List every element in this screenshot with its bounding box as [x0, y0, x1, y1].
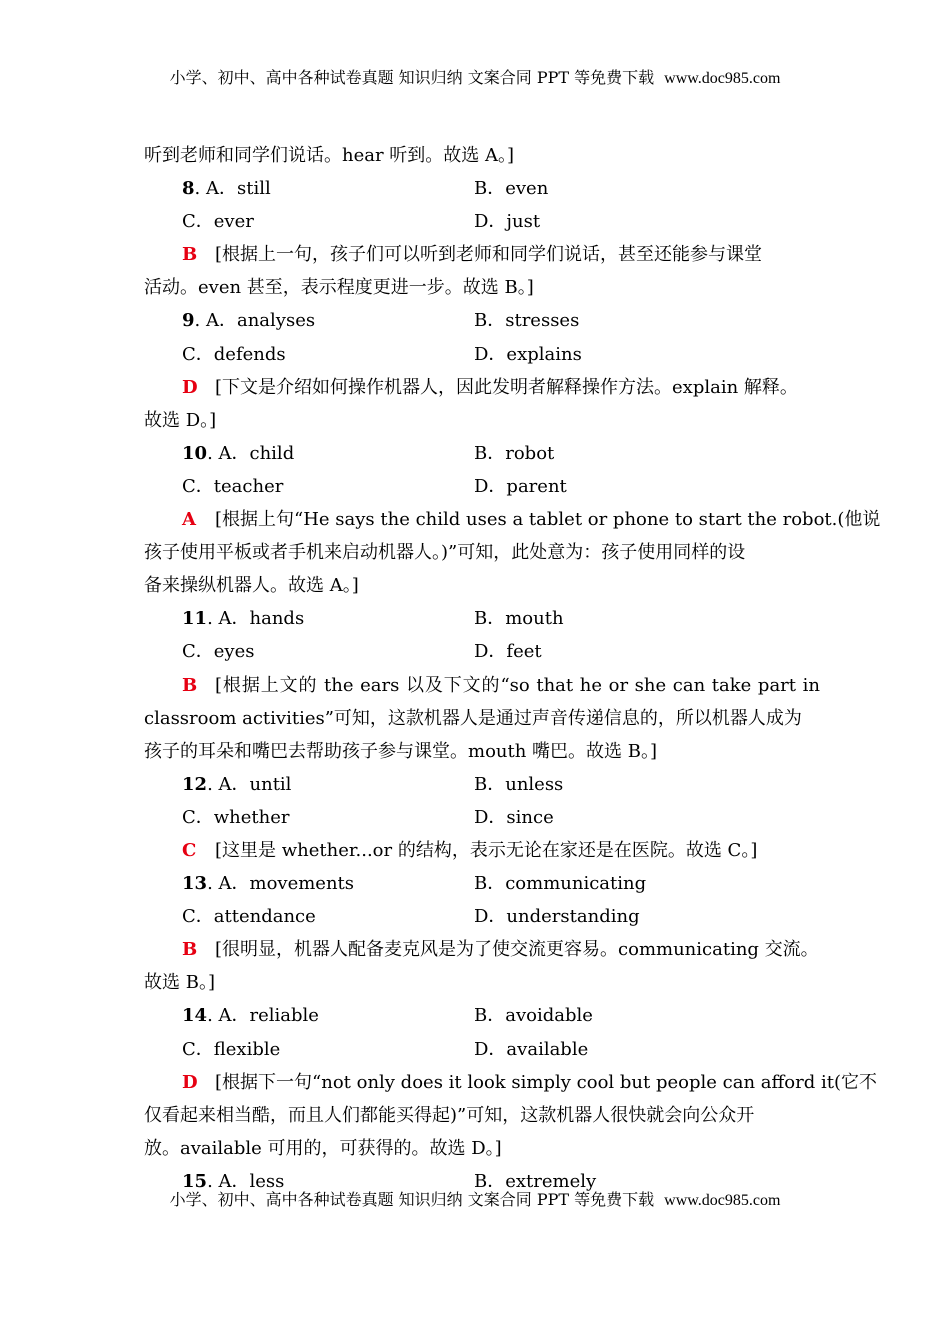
header-url[interactable]: www.doc985.com: [664, 70, 781, 87]
q12-option-a: . A．until: [207, 773, 292, 795]
q14-option-c: C．flexible: [182, 1038, 281, 1060]
q8-option-d: D．just: [474, 211, 541, 233]
q10-number: 10: [182, 442, 208, 464]
q11-explanation-text1: [根据上文的 the ears 以及下文的“so that he or she can take part in: [215, 674, 820, 696]
q12-explanation-text1: [这里是 whether...or 的结构，表示无论在家还是在医院。故选 C。]: [215, 839, 758, 861]
q13-options-cd: [144, 900, 820, 933]
q15-number: 15: [182, 1170, 208, 1192]
q14-answer: D: [182, 1071, 198, 1093]
q9-options-ab: [144, 304, 820, 337]
q11-explanation-line1: [144, 669, 820, 702]
footer-url[interactable]: www.doc985.com: [664, 1192, 781, 1209]
q10-answer: A: [182, 509, 196, 531]
q8-options-ab: [144, 172, 820, 205]
answer-content: [144, 139, 881, 1198]
q10-option-c: C．teacher: [182, 475, 284, 497]
q8-explanation-text1: [根据上一句，孩子们可以听到老师和同学们说话，甚至还能参与课堂: [215, 244, 763, 266]
page-footer: [0, 1190, 950, 1211]
q14-option-a: . A．reliable: [207, 1005, 319, 1027]
q10-explanation-line2: 孩子使用平板或者手机来启动机器人。)”可知，此处意为：孩子使用同样的设: [144, 542, 746, 564]
q15-option-a: . A．less: [207, 1170, 285, 1192]
q13-number: 13: [182, 873, 208, 895]
q9-answer: D: [182, 376, 198, 398]
q12-option-d: D．since: [474, 806, 554, 828]
intro-line: 听到老师和同学们说话。hear 听到。故选 A。]: [144, 145, 515, 166]
q13-answer: B: [182, 939, 198, 961]
q10-options-cd: [144, 470, 820, 503]
q11-explanation-line3: 孩子的耳朵和嘴巴去帮助孩子参与课堂。mouth 嘴巴。故选 B。]: [144, 740, 658, 762]
q14-explanation-line3: 放。available 可用的，可获得的。故选 D。]: [144, 1137, 502, 1159]
q14-explanation-text1: [根据下一句“not only does it look simply cool but people can afford it(它不: [215, 1071, 877, 1093]
q9-explanation-line1: [144, 371, 820, 404]
q9-option-b: B．stresses: [474, 310, 580, 332]
q10-explanation-line1: [144, 503, 881, 536]
q13-options-ab: [144, 867, 820, 900]
q8-option-b: B．even: [474, 178, 549, 200]
q8-explanation-line1: [144, 238, 820, 271]
q11-options-ab: [144, 602, 820, 635]
q13-explanation-line1: [144, 933, 820, 966]
q13-option-b: B．communicating: [474, 873, 647, 895]
q13-option-c: C．attendance: [182, 906, 316, 928]
q9-explanation-text1: [下文是介绍如何操作机器人，因此发明者解释操作方法。explain 解释。: [215, 376, 798, 398]
q8-option-a: . A．still: [194, 178, 271, 200]
q11-answer: B: [182, 674, 198, 696]
q14-explanation-line2: 仅看起来相当酷，而且人们都能买得起)”可知，这款机器人很快就会向公众开: [144, 1104, 755, 1126]
q11-option-d: D．feet: [474, 641, 542, 663]
q13-option-a: . A．movements: [207, 873, 355, 895]
q9-option-a: . A．analyses: [194, 310, 316, 332]
q8-answer: B: [182, 244, 198, 266]
q10-explanation-text1: [根据上句“He says the child uses a tablet or phone to start the robot.(他说: [215, 509, 881, 531]
q10-options-ab: [144, 437, 820, 470]
q8-option-c: C．ever: [182, 211, 254, 233]
q13-explanation-line2: 故选 B。]: [144, 972, 215, 994]
q13-option-d: D．understanding: [474, 906, 640, 928]
q12-number: 12: [182, 773, 208, 795]
q14-number: 14: [182, 1005, 208, 1027]
q12-options-cd: [144, 801, 820, 834]
q10-explanation-line3: 备来操纵机器人。故选 A。]: [144, 575, 359, 597]
q13-explanation-text1: [很明显，机器人配备麦克风是为了使交流更容易。communicating 交流。: [215, 939, 819, 961]
q14-options-cd: [144, 1033, 820, 1066]
q14-option-d: D．available: [474, 1038, 589, 1060]
q9-number: 9: [182, 310, 195, 332]
q9-option-c: C．defends: [182, 343, 286, 365]
q10-option-b: B．robot: [474, 442, 555, 464]
q11-explanation-line2: classroom activities”可知，这款机器人是通过声音传递信息的，所以机器人成为: [144, 707, 802, 729]
q14-option-b: B．avoidable: [474, 1005, 593, 1027]
q12-explanation-line1: [144, 834, 820, 867]
page-header: [0, 68, 950, 89]
q9-options-cd: [144, 338, 820, 371]
header-text: 小学、初中、高中各种试卷真题 知识归纳 文案合同 PPT 等免费下载: [169, 68, 655, 87]
q9-explanation-line2: 故选 D。]: [144, 409, 217, 431]
q12-option-b: B．unless: [474, 773, 564, 795]
q11-option-a: . A．hands: [207, 608, 305, 630]
q10-option-d: D．parent: [474, 475, 567, 497]
q9-option-d: D．explains: [474, 343, 582, 365]
q12-options-ab: [144, 768, 820, 801]
q8-number: 8: [182, 178, 195, 200]
q8-explanation-line2: 活动。even 甚至，表示程度更进一步。故选 B。]: [144, 277, 534, 299]
footer-text: 小学、初中、高中各种试卷真题 知识归纳 文案合同 PPT 等免费下载: [169, 1190, 655, 1209]
q10-option-a: . A．child: [207, 442, 295, 464]
q15-option-b: B．extremely: [474, 1170, 597, 1192]
q11-option-b: B．mouth: [474, 608, 564, 630]
q8-options-cd: [144, 205, 820, 238]
q11-options-cd: [144, 635, 820, 668]
q14-options-ab: [144, 999, 820, 1032]
q11-number: 11: [182, 608, 208, 630]
q14-explanation-line1: [144, 1066, 877, 1099]
q12-option-c: C．whether: [182, 806, 290, 828]
q11-option-c: C．eyes: [182, 641, 255, 663]
q12-answer: C: [182, 839, 197, 861]
